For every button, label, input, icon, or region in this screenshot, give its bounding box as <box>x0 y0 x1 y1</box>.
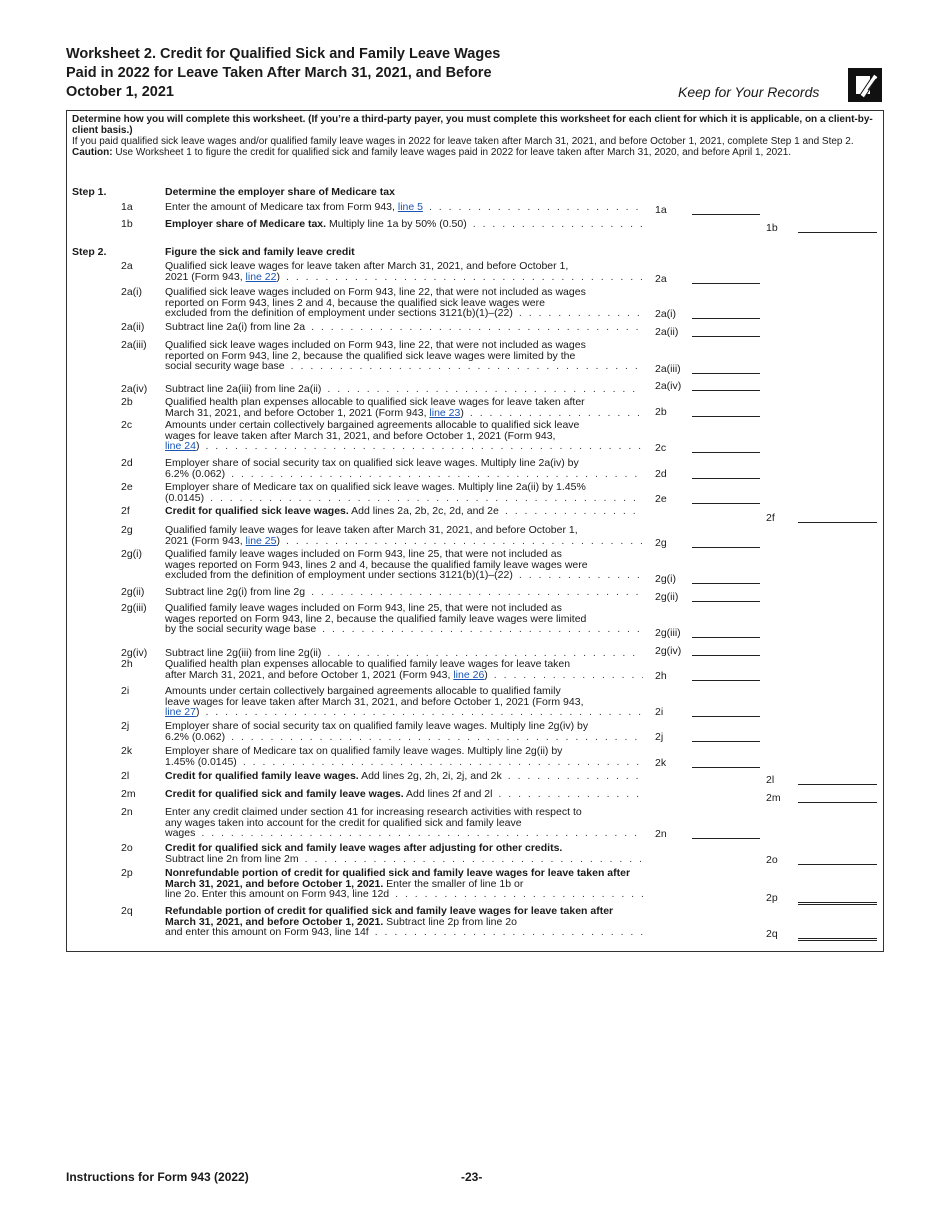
line-number: 2d <box>121 457 133 469</box>
entry-label-1b: 1b <box>766 222 778 234</box>
entry-label-2a(ii): 2a(ii) <box>655 326 679 338</box>
entry-field-2d[interactable] <box>692 478 760 479</box>
line-number: 1b <box>121 218 133 230</box>
step2-label: Step 2. <box>72 246 107 258</box>
line-number: 2g(iv) <box>121 647 148 659</box>
form-line-link[interactable]: line 5 <box>397 202 423 213</box>
line-number: 2a <box>121 260 133 272</box>
line-bold-lead: Credit for qualified sick and family leave wages after adjusting for other credits. <box>165 843 563 854</box>
line-description: Credit for qualified family leave wages. Add lines 2g, 2h, 2i, 2j, and 2k . . . <box>165 771 643 782</box>
line-description: Subtract line 2g(iii) from line 2g(ii) . . . <box>165 648 643 659</box>
entry-label-2g(ii): 2g(ii) <box>655 591 679 603</box>
intro-text: Use Worksheet 1 to figure the credit for qualified sick and family leave wages paid in 2022 for leave taken after March 31, 2020, and before April 1, 2021. <box>112 147 792 158</box>
line-bold-lead: Nonrefundable portion of credit for qualified sick and family leave wages for leave taken after March 31, 2021, and before October 1, 2021. <box>165 868 631 890</box>
entry-label-2q: 2q <box>766 928 778 940</box>
entry-field-1a[interactable] <box>692 214 760 215</box>
line-description: Credit for qualified sick and family leave wages after adjusting for other credits. Subtract line 2n from line 2m . . . <box>165 843 643 864</box>
line-description: Employer share of Medicare tax on qualified family leave wages. Multiply line 2g(ii) by 1.45% (0.0145) . . . <box>165 746 643 767</box>
entry-label-2c: 2c <box>655 442 667 454</box>
entry-label-2h: 2h <box>655 670 667 682</box>
line-bold-lead: Employer share of Medicare tax. <box>165 219 327 230</box>
line-description: Employer share of social security tax on qualified family leave wages. Multiply line 2g(iv) by 6.2% (0.062) . . . <box>165 721 643 742</box>
line-description: Enter the amount of Medicare tax from Form 943, line 5 . . . <box>165 202 643 213</box>
entry-field-2g(ii)[interactable] <box>692 601 760 602</box>
entry-field-2g(i)[interactable] <box>692 583 760 584</box>
pen-on-paper-icon <box>848 68 882 102</box>
line-number: 2b <box>121 396 133 408</box>
line-number: 2o <box>121 842 133 854</box>
entry-label-2f: 2f <box>766 512 775 524</box>
entry-field-2e[interactable] <box>692 503 760 504</box>
line-description: Subtract line 2g(i) from line 2g . . . <box>165 587 643 598</box>
form-line-link[interactable]: line 26 <box>453 668 485 680</box>
line-description: Credit for qualified sick leave wages. Add lines 2a, 2b, 2c, 2d, and 2e . . . <box>165 506 643 517</box>
entry-field-2i[interactable] <box>692 716 760 717</box>
line-number: 2n <box>121 806 133 818</box>
line-number: 1a <box>121 201 133 213</box>
entry-field-2h[interactable] <box>692 680 760 681</box>
line-number: 2g(ii) <box>121 586 145 598</box>
line-description: Credit for qualified sick and family leave wages. Add lines 2f and 2l . . . <box>165 789 643 800</box>
entry-field-2j[interactable] <box>692 741 760 742</box>
entry-field-2a(i)[interactable] <box>692 318 760 319</box>
entry-field-2a(iv)[interactable] <box>692 390 760 391</box>
line-description: Enter any credit claimed under section 41 for increasing research activities with respect to any wages taken into account for the credit for qualified sick and family leave wages . . . <box>165 807 643 839</box>
intro-text: If you paid qualified sick leave wages and/or qualified family leave wages in 2022 for leave taken after March 31, 2021, and before October 1, 2021, complete Step 1 and Step 2. <box>72 136 854 147</box>
entry-field-2a(ii)[interactable] <box>692 336 760 337</box>
entry-label-1a: 1a <box>655 204 667 216</box>
entry-field-2p[interactable] <box>798 902 877 905</box>
entry-field-2l[interactable] <box>798 784 877 785</box>
line-number: 2a(iv) <box>121 383 148 395</box>
line-description: Subtract line 2a(i) from line 2a . . . <box>165 322 643 333</box>
entry-label-2o: 2o <box>766 854 778 866</box>
entry-label-2j: 2j <box>655 731 664 743</box>
line-number: 2c <box>121 419 133 431</box>
line-bold-lead: Credit for qualified sick and family leave wages. <box>165 789 404 800</box>
entry-field-1b[interactable] <box>798 232 877 233</box>
line-number: 2l <box>121 770 130 782</box>
title-line: Paid in 2022 for Leave Taken After March 31, 2021, and Before <box>66 65 492 81</box>
line-number: 2g <box>121 524 133 536</box>
line-bold-lead: Credit for qualified sick leave wages. <box>165 506 349 517</box>
line-description: Employer share of Medicare tax. Multiply line 1a by 50% (0.50) . . . <box>165 219 643 230</box>
title-line: October 1, 2021 <box>66 84 174 100</box>
entry-label-2g(iii): 2g(iii) <box>655 627 681 639</box>
line-description: Subtract line 2a(iii) from line 2a(ii) . . . <box>165 384 643 395</box>
line-description: Qualified sick leave wages for leave taken after March 31, 2021, and before October 1, 2021 (Form 943, line 22) . . . <box>165 261 643 282</box>
entry-label-2l: 2l <box>766 774 775 786</box>
intro-paragraph <box>72 136 880 158</box>
worksheet-intro <box>72 114 880 158</box>
line-description: Qualified family leave wages included on Form 943, line 25, that were not included as wages reported on Form 943, line 2, because the qualified family leave wages were limited by the social security wage base . . . <box>165 603 643 635</box>
title-line: Worksheet 2. Credit for Qualified Sick and Family Leave Wages <box>66 46 501 62</box>
entry-label-2a(i): 2a(i) <box>655 308 677 320</box>
caution-label: Caution: <box>72 147 113 158</box>
line-number: 2j <box>121 720 130 732</box>
entry-field-2q[interactable] <box>798 938 877 941</box>
line-number: 2f <box>121 505 130 517</box>
line-description: Qualified sick leave wages included on Form 943, line 22, that were not included as wages reported on Form 943, lines 2 and 4, because the qualified sick leave wages were excluded from the definition of employment under sections 3121(b)(1)–(22) . . . <box>165 287 643 319</box>
line-description: Amounts under certain collectively bargained agreements allocable to qualified family leave wages for leave taken after March 31, 2021, and before October 1, 2021 (Form 943, line 27) . . . <box>165 686 643 718</box>
entry-label-2a: 2a <box>655 273 667 285</box>
line-bold-lead: Credit for qualified family leave wages. <box>165 771 359 782</box>
step2-heading: Figure the sick and family leave credit <box>165 246 355 258</box>
line-description: Amounts under certain collectively bargained agreements allocable to qualified sick leave wages for leave taken after March 31, 2021, and before October 1, 2021 (Form 943, line 24) . . . <box>165 420 643 452</box>
entry-field-2g[interactable] <box>692 547 760 548</box>
step1-heading: Determine the employer share of Medicare tax <box>165 186 395 198</box>
line-number: 2m <box>121 788 136 800</box>
entry-field-2f[interactable] <box>798 522 877 523</box>
form-line-link[interactable]: line 24 <box>165 440 196 452</box>
entry-field-2o[interactable] <box>798 864 877 865</box>
entry-label-2i: 2i <box>655 706 664 718</box>
entry-field-2c[interactable] <box>692 452 760 453</box>
entry-field-2n[interactable] <box>692 838 760 839</box>
line-number: 2i <box>121 685 130 697</box>
line-description: Employer share of Medicare tax on qualified sick leave wages. Multiply line 2a(ii) by 1.45% (0.0145) . . . <box>165 482 643 503</box>
form-line-link[interactable]: line 23 <box>429 406 461 418</box>
entry-label-2a(iii): 2a(iii) <box>655 363 681 375</box>
line-number: 2g(iii) <box>121 602 147 614</box>
form-line-link[interactable]: line 22 <box>245 270 277 282</box>
entry-field-2g(iv)[interactable] <box>692 655 760 656</box>
entry-label-2p: 2p <box>766 892 778 904</box>
worksheet-title <box>66 45 626 102</box>
keep-records-note: Keep for Your Records <box>678 84 820 100</box>
line-number: 2a(ii) <box>121 321 145 333</box>
line-number: 2e <box>121 481 133 493</box>
page-number: -23- <box>461 1170 483 1184</box>
entry-field-2g(iii)[interactable] <box>692 637 760 638</box>
line-number: 2k <box>121 745 133 757</box>
form-line-link[interactable]: line 25 <box>245 534 277 546</box>
line-description: Nonrefundable portion of credit for qualified sick and family leave wages for leave taken after March 31, 2021, and before October 1, 2021. Enter the smaller of line 1b or line 2o. Enter this amount on Form 943, line 12d . . . <box>165 868 643 900</box>
line-number: 2g(i) <box>121 548 143 560</box>
entry-field-2a(iii)[interactable] <box>692 373 760 374</box>
entry-label-2a(iv): 2a(iv) <box>655 380 682 392</box>
line-number: 2h <box>121 658 133 670</box>
entry-field-2b[interactable] <box>692 416 760 417</box>
entry-label-2k: 2k <box>655 757 667 769</box>
entry-label-2d: 2d <box>655 468 667 480</box>
entry-label-2n: 2n <box>655 828 667 840</box>
entry-field-2a[interactable] <box>692 283 760 284</box>
line-description: Qualified health plan expenses allocable to qualified family leave wages for leave taken after March 31, 2021, and before October 1, 2021 (Form 943, line 26) . . . <box>165 659 643 680</box>
line-number: 2p <box>121 867 133 879</box>
entry-field-2k[interactable] <box>692 767 760 768</box>
entry-field-2m[interactable] <box>798 802 877 803</box>
line-number: 2a(iii) <box>121 339 147 351</box>
line-description: Employer share of social security tax on qualified sick leave wages. Multiply line 2a(iv) by 6.2% (0.062) . . . <box>165 458 643 479</box>
entry-label-2m: 2m <box>766 792 781 804</box>
entry-label-2g: 2g <box>655 537 667 549</box>
entry-label-2g(i): 2g(i) <box>655 573 677 585</box>
line-description: Qualified sick leave wages included on Form 943, line 22, that were not included as wages reported on Form 943, line 2, because the qualified sick leave wages were limited by the social security wage base . . . <box>165 340 643 372</box>
line-bold-lead: Refundable portion of credit for qualified sick and family leave wages for leave taken after March 31, 2021, and before October 1, 2021. <box>165 906 614 928</box>
line-number: 2q <box>121 905 133 917</box>
entry-label-2e: 2e <box>655 493 667 505</box>
line-description: Qualified family leave wages included on Form 943, line 25, that were not included as wages reported on Form 943, lines 2 and 4, because the qualified family leave wages were excluded from the definition of employment under sections 3121(b)(1)–(22) . . . <box>165 549 643 581</box>
entry-label-2g(iv): 2g(iv) <box>655 645 682 657</box>
step1-label: Step 1. <box>72 186 107 198</box>
intro-instruction: Determine how you will complete this worksheet. (If you’re a third-party payer, you must complete this worksheet for each client for which it is applicable, on a client-by-client basis.) <box>72 114 873 136</box>
line-description: Qualified health plan expenses allocable to qualified sick leave wages for leave taken after March 31, 2021, and before October 1, 2021 (Form 943, line 23) . . . <box>165 397 643 418</box>
line-description: Qualified family leave wages for leave taken after March 31, 2021, and before October 1, 2021 (Form 943, line 25) . . . <box>165 525 643 546</box>
line-number: 2a(i) <box>121 286 143 298</box>
entry-label-2b: 2b <box>655 406 667 418</box>
line-description: Refundable portion of credit for qualified sick and family leave wages for leave taken after March 31, 2021, and before October 1, 2021. Subtract line 2p from line 2o and enter this amount on Form 943, line 14f . . . <box>165 906 643 938</box>
form-line-link[interactable]: line 27 <box>165 706 196 718</box>
footer-form-name: Instructions for Form 943 (2022) <box>66 1170 249 1184</box>
